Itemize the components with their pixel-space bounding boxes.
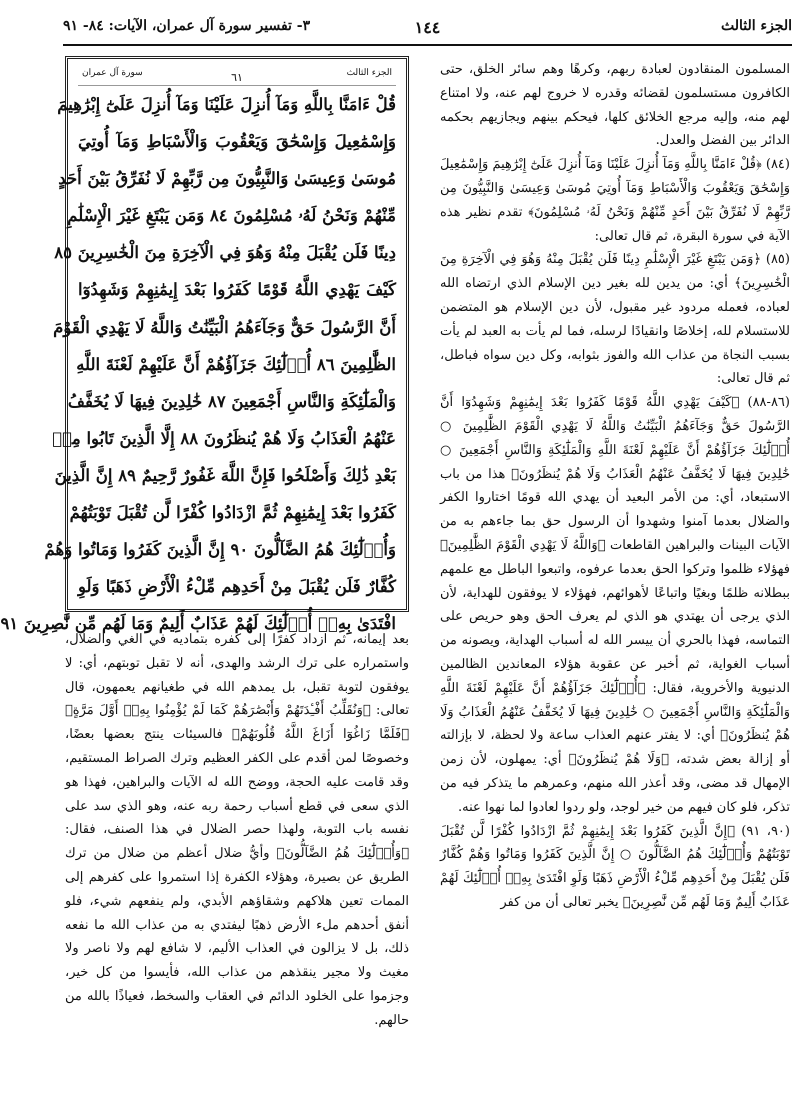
quran-box (0, 56, 409, 634)
quran-line: بَعْدِ ذَٰلِكَ وَأَصْلَحُوا فَإِنَّ اللَّهَ غَفُورٌ رَّحِيمٌ ٨٩ إِنَّ الَّذِينَ (54, 465, 396, 485)
page-header (63, 18, 792, 42)
quran-line: وَإِسْمَٰعِيلَ وَإِسْحَٰقَ وَيَعْقُوبَ وَالْأَسْبَاطِ وَمَآ أُوتِيَ (78, 132, 396, 152)
quran-line: كُفَّارٌ فَلَن يُقْبَلَ مِنْ أَحَدِهِم مِّلْءُ الْأَرْضِ ذَهَبًا وَلَوِ (78, 577, 396, 597)
quran-line: وَالْمَلَٰٓئِكَةِ وَالنَّاسِ أَجْمَعِينَ ٨٧ خَٰلِدِينَ فِيهَا لَا يُخَفَّفُ (67, 391, 396, 411)
quran-line: كَفَرُوا بَعْدَ إِيمَٰنِهِمْ ثُمَّ ازْدَادُوا كُفْرًا لَّن تُقْبَلَ تَوْبَتُهُمْ (69, 503, 396, 523)
quran-line: مُوسَىٰ وَعِيسَىٰ وَالنَّبِيُّونَ مِن رَّبِّهِمْ لَا نُفَرِّقُ بَيْنَ أَحَدٍ (58, 169, 396, 189)
quran-line: الظَّٰلِمِينَ ٨٦ أُو۟لَٰٓئِكَ جَزَآؤُهُمْ أَنَّ عَلَيْهِمْ لَعْنَةَ اللَّهِ (76, 354, 396, 374)
paragraph: (٨٤) ﴿قُلْ ءَامَنَّا بِاللَّهِ وَمَآ أُنزِلَ عَلَيْنَا وَمَآ أُنزِلَ عَلَىٰٓ إِبْرَٰهِيمَ وَإِسْمَٰعِيلَ وَإِسْحَٰقَ وَيَعْقُوبَ وَالْأَسْبَاطِ وَمَآ أُوتِيَ مُوسَىٰ وَعِيسَىٰ وَالنَّبِيُّونَ مِن رَّبِّهِمْ لَا نُفَرِّقُ بَيْنَ أَحَدٍ مِّنْهُمْ وَنَحْنُ لَهُۥ مُسْلِمُونَ﴾ تقدم نظير هذه الآية في سورة البقرة، ثم قال تعالى: (440, 157, 790, 244)
quran-line: عَنْهُمُ الْعَذَابُ وَلَا هُمْ يُنظَرُونَ ٨٨ إِلَّا الَّذِينَ تَابُوا مِنۢ (52, 428, 396, 448)
part-title: الجزء الثالث (720, 18, 792, 34)
quran-page-number: ٦١ (231, 71, 243, 84)
chapter-title: ٣- تفسير سورة آل عمران، الآيات: ٨٤- ٩١ (63, 18, 311, 34)
quran-box-header (78, 63, 396, 86)
quran-line: افْتَدَىٰ بِهِۦٓ أُو۟لَٰٓئِكَ لَهُمْ عَذَابٌ أَلِيمٌ وَمَا لَهُم مِّن نَّٰصِرِينَ ٩١ (0, 614, 396, 634)
quran-line: مِّنْهُمْ وَنَحْنُ لَهُۥ مُسْلِمُونَ ٨٤ وَمَن يَبْتَغِ غَيْرَ الْإِسْلَٰمِ (67, 206, 396, 226)
right-column (440, 58, 790, 915)
quran-line: دِينًا فَلَن يُقْبَلَ مِنْهُ وَهُوَ فِي الْآخِرَةِ مِنَ الْخَٰسِرِينَ ٨٥ (54, 243, 396, 263)
quran-line: أَنَّ الرَّسُولَ حَقٌّ وَجَآءَهُمُ الْبَيِّنَٰتُ وَاللَّهُ لَا يَهْدِي الْقَوْمَ (53, 317, 396, 337)
paragraph: (٨٥) ﴿وَمَن يَبْتَغِ غَيْرَ الْإِسْلَٰمِ دِينًا فَلَن يُقْبَلَ مِنْهُ وَهُوَ فِي الْآخِرَةِ مِنَ الْخَٰسِرِينَ﴾ أي: من يدين لله بغير دين الإسلام الذي ارتضاه الله لعباده، فعمله مردود غير مقبول، لأن دين الإسلام هو المتضمن للاستسلام لله، إخلاصًا وانقيادًا لرسله، فما لم يأت به العبد لم يأت بسبب النجاة من عذاب الله والفوز بثوابه، وكل دين سواه فباطل، ثم قال تعالى: (440, 252, 790, 387)
quran-part-label: الجزء الثالث (346, 68, 392, 78)
page-number: ١٤٤ (414, 18, 441, 37)
left-column (65, 628, 409, 1033)
quran-line: وَأُو۟لَٰٓئِكَ هُمُ الضَّآلُّونَ ٩٠ إِنَّ الَّذِينَ كَفَرُوا وَمَاتُوا وَهُمْ (44, 540, 396, 560)
paragraph: بعد إيمانه، ثم ازداد كفرًا إلى كفره بتماديه في الغي والضلال، واستمراره على ترك الرشد والهدى، أنه لا تقبل توبتهم، أي: لا يوفقون لتوبة تقبل، بل يمدهم الله في طغيانهم يعمهون، قال تعالى: ﴿وَنُقَلِّبُ أَفْـِٔدَتَهُمْ وَأَبْصَٰرَهُمْ كَمَا لَمْ يُؤْمِنُوا بِهِۦٓ أَوَّلَ مَرَّةٍ﴾ ﴿فَلَمَّا زَاغُوٓا أَزَاغَ اللَّهُ قُلُوبَهُمْ﴾ فالسيئات ينتج بعضها بعضًا، وخصوصًا لمن أقدم على الكفر العظيم وترك الصراط المستقيم، وقد قامت عليه الحجة، ووضح الله له الآيات والبراهين، فهذا هو الذي سعى في قطع أسباب رحمة ربه عنه، وهو الذي سد على نفسه باب التوبة، ولهذا حصر الضلال في هذا الصنف، فقال: ﴿وَأُو۟لَٰٓئِكَ هُمُ الضَّآلُّونَ﴾ وأيُّ ضلال أعظم من ضلال من ترك الطريق عن بصيرة، وهؤلاء الكفرة إذا استمروا على كفرهم إلى الممات تعين هلاكهم وشقاؤهم الأبدي، ولم ينفعهم شيء، فلو أنفق أحدهم ملء الأرض ذهبًا ليفتدي به من عذاب الله ما نفعه ذلك، بل لا يزالون في العذاب الأليم، لا شافع لهم ولا ناصر ولا مغيث ولا مجير ينقذهم من عذاب الله، فأيسوا من كل خير، وجزموا على الخلود الدائم في العقاب والسخط، فعياذًا بالله من حالهم. (65, 632, 409, 1028)
quran-surah-label: سورة آل عمران (82, 68, 143, 78)
paragraph: (٨٦-٨٨) ﴿كَيْفَ يَهْدِي اللَّهُ قَوْمًا كَفَرُوا بَعْدَ إِيمَٰنِهِمْ وَشَهِدُوٓا أَنَّ الرَّسُولَ حَقٌّ وَجَآءَهُمُ الْبَيِّنَٰتُ وَاللَّهُ لَا يَهْدِي الْقَوْمَ الظَّٰلِمِينَ ○ أُو۟لَٰٓئِكَ جَزَآؤُهُمْ أَنَّ عَلَيْهِمْ لَعْنَةَ اللَّهِ وَالْمَلَٰٓئِكَةِ وَالنَّاسِ أَجْمَعِينَ ○ خَٰلِدِينَ فِيهَا لَا يُخَفَّفُ عَنْهُمُ الْعَذَابُ وَلَا هُمْ يُنظَرُونَ﴾ هذا من باب الاستبعاد، أي: من الأمر البعيد أن يهدي الله قومًا اختاروا الكفر والضلال بعدما آمنوا وشهدوا أن الرسول حق بما جاءهم به من الآيات البينات والبراهين القاطعات ﴿وَاللَّهُ لَا يَهْدِي الْقَوْمَ الظَّٰلِمِينَ﴾ فهؤلاء ظلموا وتركوا الحق بعدما عرفوه، واتبعوا الباطل مع علمهم ببطلانه ظلمًا وبغيًا واتباعًا لأهوائهم، فهؤلاء لا يوفقون للهداية، لأن الذي يرجى أن يهتدي هو الذي لم يعرف الحق وهو حريص على التماسه، فهذا بالحري أن ييسر الله له أسباب الهداية، ويصونه من أسباب الغواية، ثم أخبر عن عقوبة هؤلاء المعاندين الظالمين الدنيوية والأخروية، فقال: ﴿أُو۟لَٰٓئِكَ جَزَآؤُهُمْ أَنَّ عَلَيْهِمْ لَعْنَةَ اللَّهِ وَالْمَلَٰٓئِكَةِ وَالنَّاسِ أَجْمَعِينَ ○ خَٰلِدِينَ فِيهَا لَا يُخَفَّفُ عَنْهُمُ الْعَذَابُ وَلَا هُمْ يُنظَرُونَ﴾ أي: لا يفتر عنهم العذاب ساعة ولا لحظة، لا بإزالته أو إزالة بعض شدته، ﴿وَلَا هُمْ يُنظَرُونَ﴾ أي: يمهلون، لأن زمن الإمهال قد مضى، وقد أعذر الله منهم، وعمرهم ما يتذكر فيه من تذكر، فلو كان فيهم من خير لوجد، ولو ردوا لعادوا لما نهوا عنه. (440, 395, 790, 815)
paragraph: (٩٠، ٩١) ﴿إِنَّ الَّذِينَ كَفَرُوا بَعْدَ إِيمَٰنِهِمْ ثُمَّ ازْدَادُوا كُفْرًا لَّن تُقْبَلَ تَوْبَتُهُمْ وَأُو۟لَٰٓئِكَ هُمُ الضَّآلُّونَ ○ إِنَّ الَّذِينَ كَفَرُوا وَمَاتُوا وَهُمْ كُفَّارٌ فَلَن يُقْبَلَ مِنْ أَحَدِهِم مِّلْءُ الْأَرْضِ ذَهَبًا وَلَوِ افْتَدَىٰ بِهِۦٓ أُو۟لَٰٓئِكَ لَهُمْ عَذَابٌ أَلِيمٌ وَمَا لَهُم مِّن نَّٰصِرِينَ﴾ يخبر تعالى أن من كفر (440, 823, 790, 910)
quran-line: قُلْ ءَامَنَّا بِاللَّهِ وَمَآ أُنزِلَ عَلَيْنَا وَمَآ أُنزِلَ عَلَىٰٓ إِبْرَٰهِيمَ (57, 95, 396, 114)
paragraph: المسلمون المنقادون لعبادة ربهم، وكرهًا وهم سائر الخلق، حتى الكافرون مستسلمون لقضائه وقدره لا خروج لهم عنه، ولا امتناع لهم منه، وإليه مرجع الخلائق كلها، فيحكم بينهم ويجازيهم بحكمه الدائر بين الفضل والعدل. (440, 62, 790, 149)
header-rule (63, 44, 792, 46)
quran-line: كَيْفَ يَهْدِي اللَّهُ قَوْمًا كَفَرُوا بَعْدَ إِيمَٰنِهِمْ وَشَهِدُوٓا (78, 280, 396, 300)
